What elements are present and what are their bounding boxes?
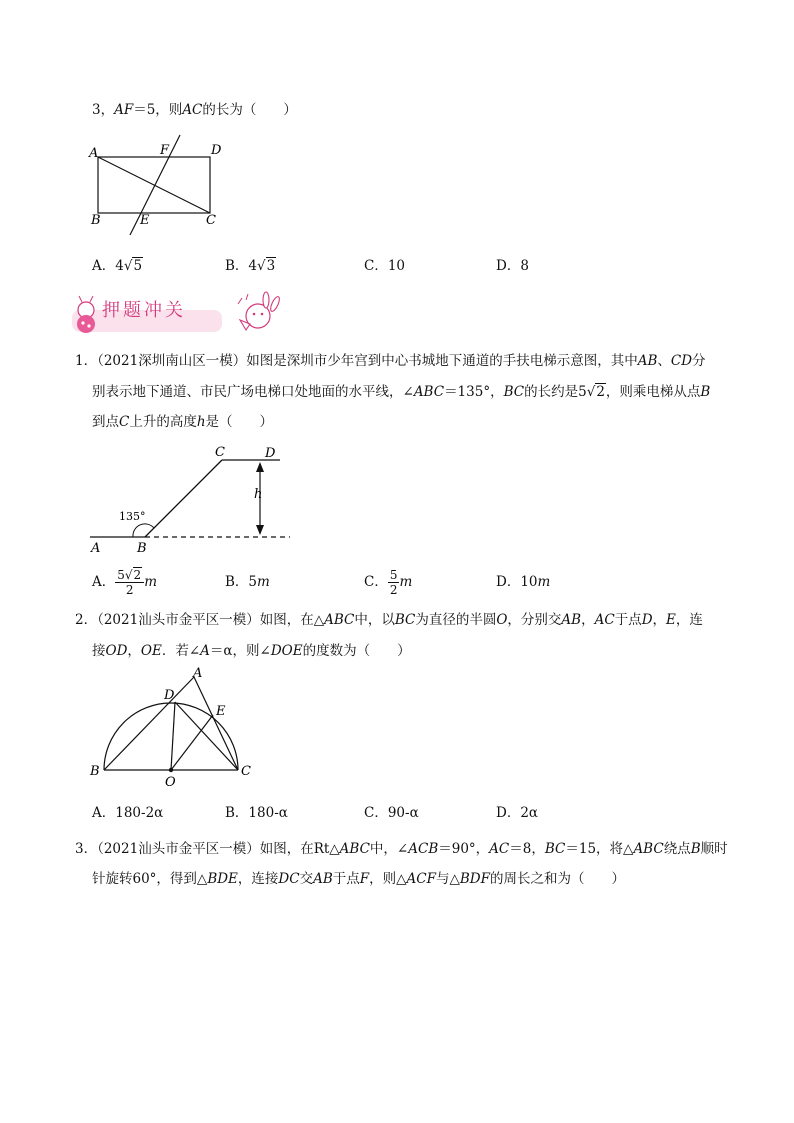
label-a: A [89,146,99,161]
ladybug-body-icon [77,315,95,333]
sqrt-icon: √2 [586,384,605,400]
segment-od [171,702,175,770]
label-e: E [140,213,150,228]
q2-option-a[interactable]: A．180-2α [92,805,164,821]
sqrt-icon: √3 [257,258,276,274]
q1-line-2: 别表示地下通道、市民广场电梯口处地面的水平线，∠ABC＝135°，BC的长约是5√2，则乘电梯从点B [92,384,711,400]
label-f: F [160,143,170,158]
bunny-ear-icon [263,292,269,308]
q2-line-2: 接OD，OE．若∠A＝α，则∠DOE的度数为（ ） [92,643,411,659]
label-c: C [206,213,216,228]
label-a: A [91,541,101,555]
prev-option-b[interactable]: B．4√3 [225,258,276,274]
segment-oe [171,715,213,770]
label-b: B [91,213,101,228]
label-e: E [216,704,226,719]
label-d: D [164,688,175,703]
prev-tail-post: 的长为（ ） [202,102,297,118]
label-d: D [265,446,276,461]
label-c: C [215,445,225,460]
prev-option-c[interactable]: C．10 [364,258,406,274]
prev-tail-mid: ＝5，则 [133,102,183,118]
q1-option-a[interactable]: A． $\frac{5√2}{2}$ m [92,568,157,597]
escalator-bc [145,460,222,537]
line-ef [130,135,180,235]
escalator-figure [85,440,300,555]
prev-option-d[interactable]: D．8 [496,258,529,274]
label-angle: 135° [119,510,146,523]
label-o: O [165,775,176,790]
prev-question-text [92,100,297,120]
arrow-up-icon [256,462,264,472]
q1-option-b[interactable]: B．5m [225,574,270,590]
diagonal-ac [98,157,210,213]
sqrt-icon: √2 [124,568,142,582]
q1-line-3: 到点C上升的高度h是（ ） [92,414,274,430]
label-d: D [211,143,222,158]
section-title: 押题冲关 [102,300,186,321]
q2-option-d[interactable]: D．2α [496,805,539,821]
arrow-down-icon [256,525,264,535]
prev-option-a[interactable]: A．4√5 [92,258,143,274]
q1-line-1: 1．（2021深圳南山区一模）如图是深圳市少年宫到中心书城地下通道的手扶电梯示意图，其中AB、CD分 [75,353,706,369]
q2-option-c[interactable]: C．90-α [364,805,419,821]
prev-ac: AC [182,102,203,118]
q2-line-1: 2．（2021汕头市金平区一模）如图，在△ABC中，以BC为直径的半圆O，分别交AB，AC于点D，E，连 [75,612,703,628]
section-banner [70,290,285,338]
semicircle-figure [85,665,265,790]
label-h: h [254,487,263,502]
q2-option-b[interactable]: B．180-α [225,805,288,821]
rectangle-figure [85,130,235,240]
q1-option-d[interactable]: D．10m [496,574,551,590]
q1-option-c[interactable]: C． $\frac{5}{2}$ m [364,568,413,597]
q3-line-1: 3．（2021汕头市金平区一模）如图，在Rt△ABC中，∠ACB＝90°，AC＝8，BC＝15，将△ABC绕点B顺时 [75,841,728,857]
side-ab [104,677,194,770]
label-c: C [241,764,251,779]
side-ac [194,677,238,770]
label-a: A [193,666,203,681]
prev-af: AF [114,102,134,118]
prev-tail-pre: 3， [92,102,115,118]
label-b: B [137,541,147,555]
label-b: B [90,764,100,779]
center-point-icon [169,768,173,772]
sqrt-icon: √5 [123,258,143,274]
q3-line-2: 针旋转60°，得到△BDE，连接DC交AB于点F，则△ACF与△BDF的周长之和为（ ） [92,871,625,887]
